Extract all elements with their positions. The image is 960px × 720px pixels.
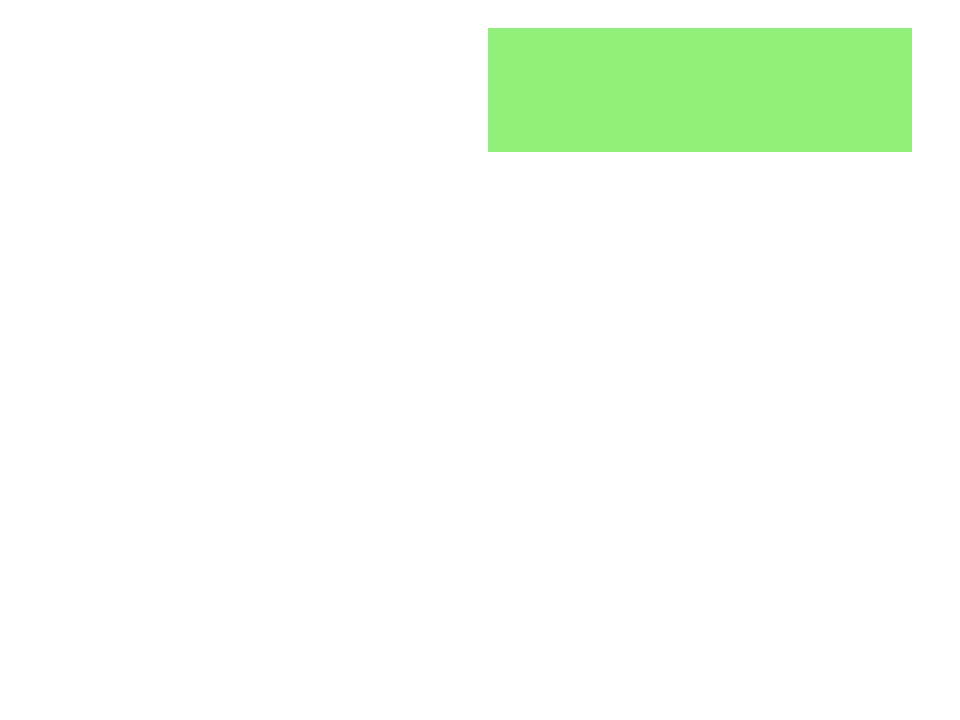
title-box: [488, 28, 912, 152]
dna-diagram: [500, 160, 945, 695]
title-line-1: [488, 28, 912, 42]
